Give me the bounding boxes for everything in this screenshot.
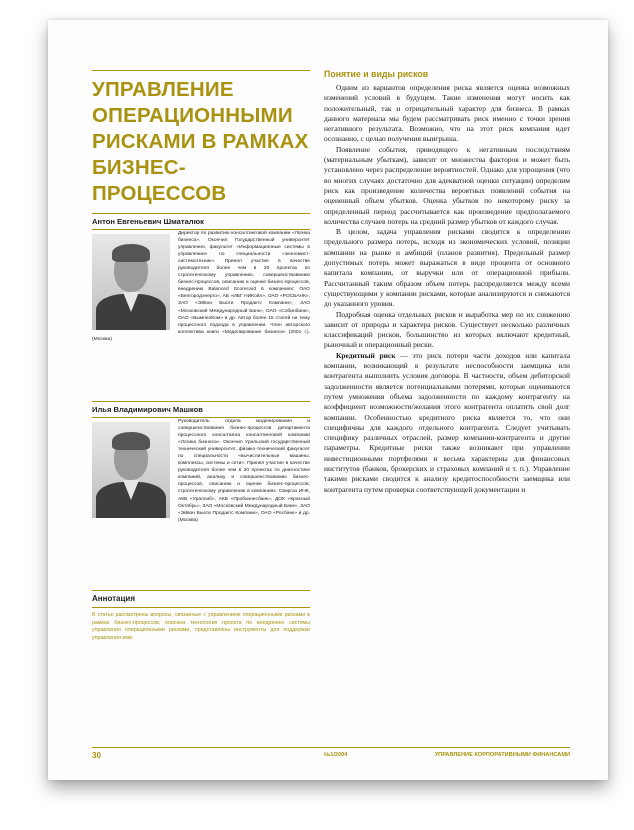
page-content	[48, 20, 608, 780]
right-column	[324, 69, 570, 637]
annotation-heading: Аннотация	[92, 594, 135, 603]
author-block	[92, 418, 310, 590]
footer-row	[92, 751, 570, 761]
author-block	[92, 230, 310, 401]
author-bio: Директор по развитию консалтинговой компании «Логика бизнеса». Окончил Государственный университет управления, факультет «Информационные системы в управлении» по специальности «экономист-системотехник». Принял участие в качестве руководителя более чем в 20 проектах по стратегическому управлению, совершенствованию бизнес-процессов, описанию и оценке бизнес-процессов, внедрению Balanced Scorecard в компаниях: ОАО «Белгородэнерго», АБ «ИБГ НИКойл», ОАО «РОСБАНК», ЗАО «Эйвон Бьюти Продактс Компани», ЗАО «Московский Международный Банк», ОАО «Собинбанк», ОАО «ВымпелКом» и др. Автор более 15 статей на тему процессного подхода в управлении. Член авторского коллектива книги «Моделирование бизнеса» (2001 г.). (Москва)	[92, 231, 310, 342]
footer-rule	[92, 747, 570, 748]
author-name: Антон Евгеньевич Шматалюк	[92, 217, 204, 226]
section-heading: Понятие и виды рисков	[324, 69, 429, 79]
left-column	[92, 70, 310, 642]
author-photo	[92, 422, 170, 518]
journal-page	[48, 20, 608, 780]
issue-number: №1/2004	[324, 752, 348, 758]
annotation-text: В статье рассмотрены вопросы, связанные с управлением операционными рисками в рамках бизнес-процессов, описана технология проекта по внедрению системы управления операционными рисками, представлены инструменты для поддержки управления ими.	[92, 612, 310, 641]
annotation-heading-rule	[92, 607, 310, 608]
page-number: 30	[92, 751, 101, 760]
author-name: Илья Владимирович Машков	[92, 405, 203, 414]
article-title: УПРАВЛЕНИЕ ОПЕРАЦИОННЫМИ РИСКАМИ В РАМКАХ БИЗНЕС-ПРОЦЕССОВ	[92, 78, 309, 205]
body-paragraph: Одним из вариантов определения риска является оценка возможных изменений условий в будущем. Такие изменения могут носить как положительный, так и отрицательный характер для бизнеса. В рамках данного материала мы будем рассматривать риск именно с точки зрения негативного результата. Возможно, что на этот риск компания идет осознанно, с целью получения выигрыша.	[324, 83, 570, 144]
page-footer	[92, 747, 570, 761]
credit-risk-term: Кредитный риск	[336, 350, 396, 360]
body-paragraph: Подробная оценка отдельных рисков и выработка мер по их снижению зависит от природы и характера рисков. Существует несколько различных классификаций рисков, большинство из которых включают кредитный, рыночный и операционный риски.	[324, 309, 570, 350]
author-bio: Руководитель отдела моделирования и совершенствования бизнес-процессов департамента процессного консалтинга консалтинговой компании «Логика бизнеса». Окончил Уральский государственный технический университет, физико-технический факультет по специальности «вычислительные машины, комплексы, системы и сети». Принял участие в качестве руководителя более чем в 20 проектах по диагностике компаний, анализу и совершенствованию бизнес-процессов, описанию и оценке бизнес-процессов, стратегическому управлению в компаниях: Свиргаз ИНК, АКБ «Уралсиб», АКБ «Пробизнесбанк», ДОК «Красный Октябрь», ЗАО «Московский Международный Банк», ЗАО «Эйвон Бьюти Продактс Компани», ОАО «Росбанк» и др. (Москва)	[178, 419, 310, 523]
journal-name: УПРАВЛЕНИЕ КОРПОРАТИВНЫМИ ФИНАНСАМИ	[434, 752, 570, 758]
body-paragraph: В целом, задача управления рисками сводится к определению предельного размера потерь, исходя из экономических условий, позиции компании на рынке и амбиций (планов развития). Предельный размер допустимых потерь может выражаться в виде процента от основного капитала компании, от выручки или от операционной прибыли. Рассчитанный таким образом объем потерь распределяется между всеми существующими у компании рисками, которые анализируются и снижаются до указанного уровня.	[324, 227, 570, 309]
body-paragraph-credit-risk	[324, 351, 570, 637]
body-paragraph: Появление события, приводящего к негативным последствиям (материальным убыткам), зависит от множества факторов и может быть установлено через распределение вероятностей. Однако для упрощения (что во многих случаях достаточно для адекватной оценки ситуации) определим риск как произведение количества вероятных появлений события на оцененный объем убытков. Оценка убытков по некоторому риску за определенный период рассчитывается как произведение предполагаемого количества случаев потерь на средний размер убытков от каждого случая.	[324, 144, 570, 226]
credit-risk-text: — это риск потери части доходов или капитала компании, возникающий в результате неспособности заемщика или контрагента выполнить условия договора. В частности, объем дебиторской задолженности является потенциальными потерями, которые оцениваются путем умножения объема задолженности по каждому контрагенту на коэффициент возможности/желания этого контрагента оплатить свой долг компании. Особенностью кредитного риска является то, что они специфичны для каждого отдельного контрагента. Следует учитывать специфику различных отраслей, размер компании-контрагента и другие параметры. Кредитные риски также возникают при управлении инвестиционными портфелями и весьма характерны для финансовых институтов (банков, брокерских и страховых компаний и т. п.). Управление такими рисками сводится к анализу кредитоспособности заемщика или контрагента путем проверки соответствующей документации и	[324, 350, 570, 494]
author-photo	[92, 234, 170, 330]
article-body	[324, 83, 570, 637]
